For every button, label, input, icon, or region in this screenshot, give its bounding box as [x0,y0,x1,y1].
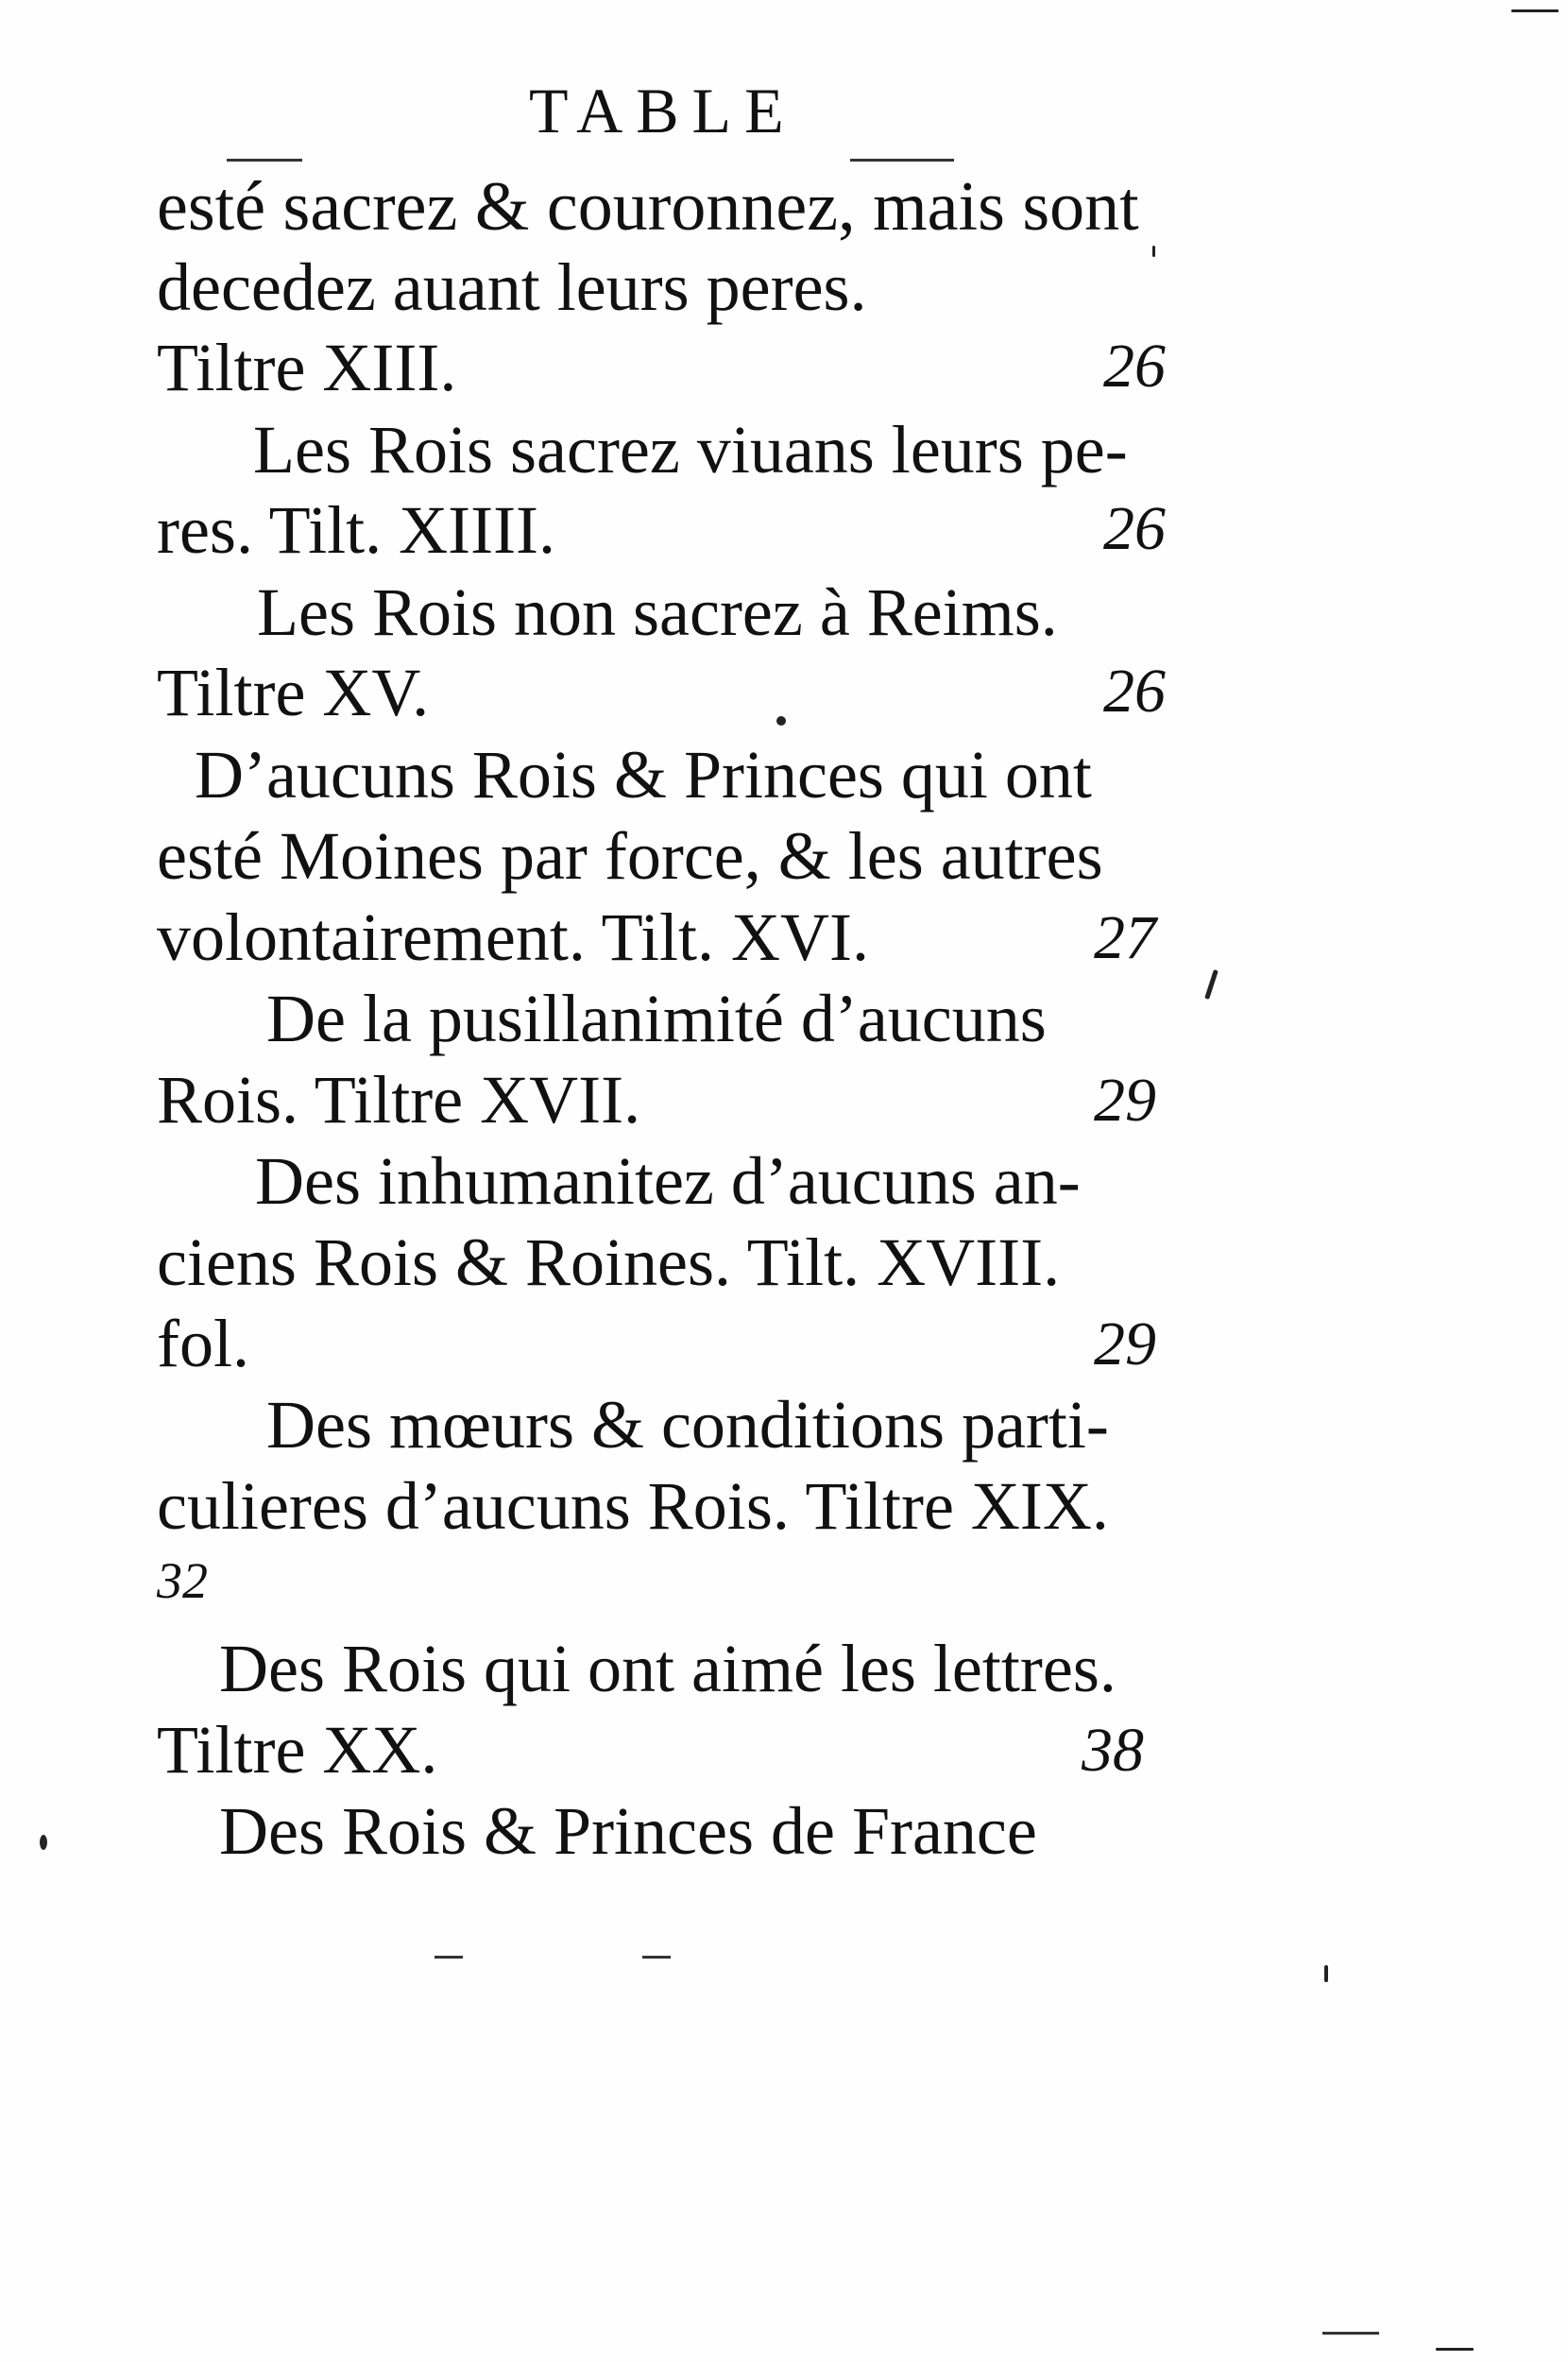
ink-speck [1152,246,1155,257]
toc-line: Tiltre XV. [157,655,430,730]
ink-speck [1204,969,1219,1000]
page-number: 29 [1094,1309,1156,1378]
page-number: 26 [1103,332,1166,401]
toc-line: Les Rois non sacrez à Reims. [257,574,1058,650]
toc-line: esté sacrez & couronnez, mais sont [157,168,1139,246]
ink-speck [1511,9,1559,12]
page-number: 32 [157,1552,208,1609]
toc-line: volontairement. Tilt. XVI. [157,899,869,975]
print-rule [435,1956,463,1959]
print-rule [227,159,302,162]
toc-line: Tiltre XIII. [157,330,457,405]
page-number: 26 [1103,494,1166,563]
page-number: 27 [1094,903,1156,972]
ink-speck [1324,1965,1328,1982]
toc-line: Les Rois sacrez viuans leurs pe- [253,412,1128,488]
toc-line: De la pusillanimité d’aucuns [266,981,1047,1056]
toc-line: decedez auant leurs peres. [157,249,867,325]
toc-line: esté Moines par force, & les autres [157,818,1103,894]
toc-line: res. Tilt. XIIII. [157,492,556,568]
print-rule [642,1956,671,1959]
toc-line: Rois. Tiltre XVII. [157,1062,641,1138]
toc-line: D’aucuns Rois & Princes qui ont [195,737,1092,813]
toc-line: Des mœurs & conditions parti- [266,1387,1109,1463]
toc-line: fol. [157,1306,249,1381]
toc-line: culieres d’aucuns Rois. Tiltre XIX. [157,1468,1109,1544]
page-number: 26 [1103,657,1166,726]
toc-line: Des Rois qui ont aimé les lettres. [219,1631,1116,1706]
ink-speck [1436,2348,1474,2351]
ink-speck [776,716,786,726]
toc-line: ciens Rois & Roines. Tilt. XVIII. [157,1224,1061,1300]
toc-line: Des Rois & Princes de France [219,1793,1037,1869]
toc-line: Tiltre XX. [157,1712,438,1788]
toc-line: Des inhumanitez d’aucuns an- [255,1143,1081,1219]
print-rule [1322,2332,1379,2335]
running-head: TABLE [529,75,797,146]
ink-speck [40,1835,47,1850]
print-rule [850,159,954,162]
page-number: 29 [1094,1066,1156,1135]
page-number: 38 [1082,1716,1144,1785]
